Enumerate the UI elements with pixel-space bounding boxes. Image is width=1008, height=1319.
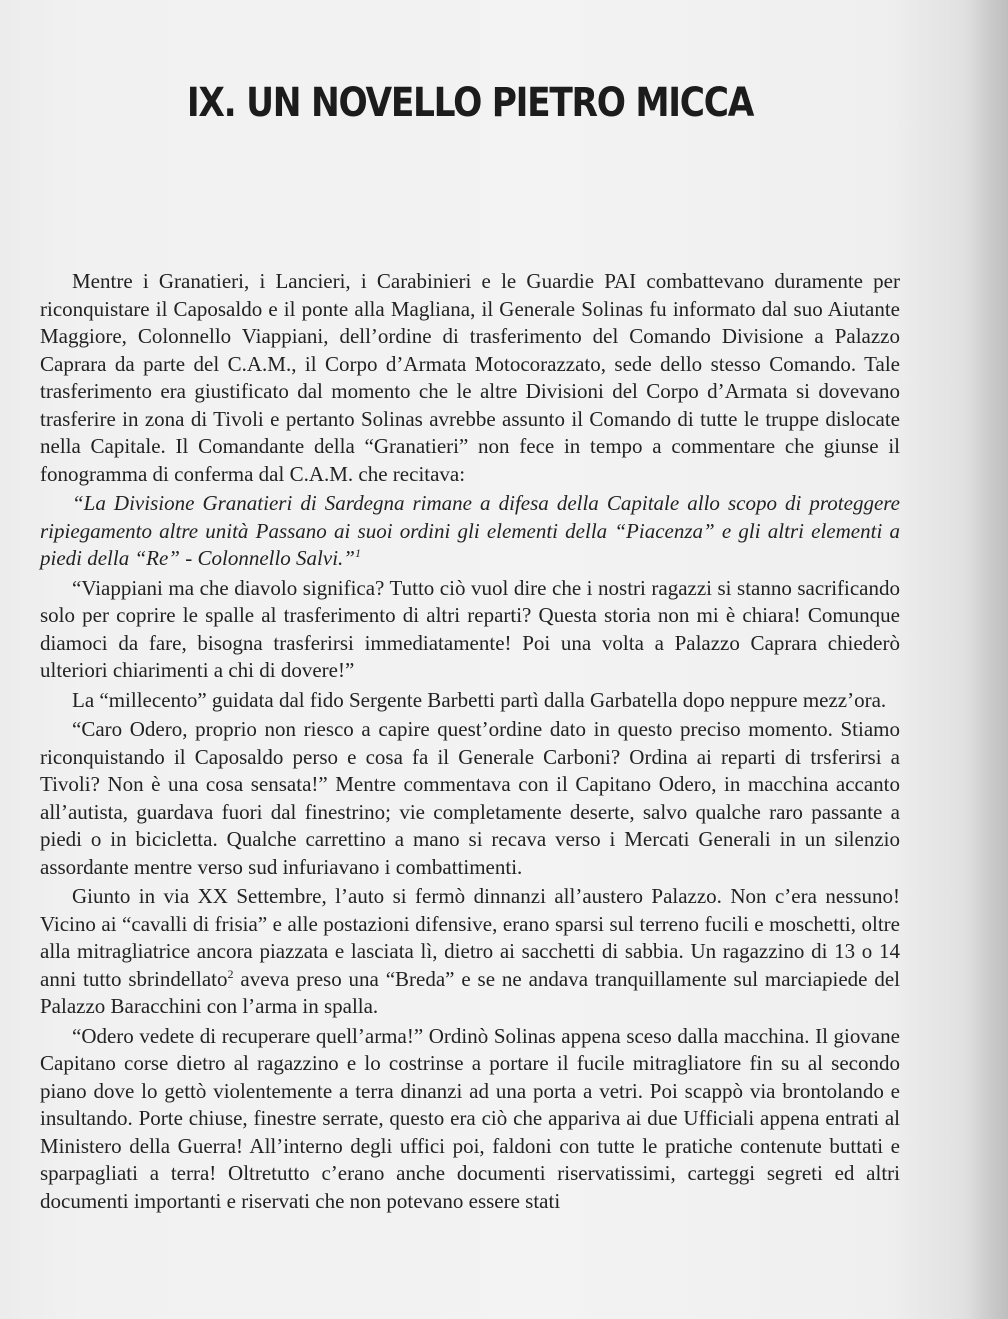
paragraph xyxy=(40,883,900,1021)
chapter-title: IX. UN NOVELLO PIETRO MICCA xyxy=(186,80,754,126)
footnote-ref: 1 xyxy=(354,546,361,560)
quoted-phonogram xyxy=(40,490,900,573)
footnote-ref: 2 xyxy=(227,966,234,981)
paragraph-text: Giunto in via XX Settembre, l’auto si fermò dinnanzi all’austero Palazzo. Non c’era nessuno! Vicino ai “cavalli di frisia” e alle postazioni difensive, erano sparsi sul terreno fucili e moschetti, oltre alla mitragliatrice ancora piazzata e lasciata lì, dietro ai sacchetti di sabbia. Un ragazzino di 13 o 14 anni tutto sbrindellato xyxy=(40,884,900,991)
paragraph-text: aveva preso una “Breda” e se ne andava tranquillamente sul marciapiede del Palazzo Baracchini con l’arma in spalla. xyxy=(40,966,900,1018)
chapter-body xyxy=(40,268,900,1217)
paragraph: Mentre i Granatieri, i Lancieri, i Carabinieri e le Guardie PAI combattevano duramente per riconquistare il Caposaldo e il ponte alla Magliana, il Generale Solinas fu informato dal suo Aiutante Maggiore, Colonnello Viappiani, dell’ordine di trasferimento del Comando Divisione a Palazzo Caprara da parte del C.A.M., il Corpo d’Armata Motocorazzato, sede dello stesso Comando. Tale trasferimento era giustificato dal momento che le altre Divisioni del Corpo d’Armata si dovevano trasferire in zona di Tivoli e pertanto Solinas avrebbe assunto il Comando di tutte le truppe dislocate nella Capitale. Il Comandante della “Granatieri” non fece in tempo a commentare che giunse il fonogramma di conferma dal C.A.M. che recitava: xyxy=(40,269,900,486)
paragraph: “Odero vedete di recuperare quell’arma!” Ordinò Solinas appena sceso dalla macchina. Il giovane Capitano corse dietro al ragazzino e lo costrinse a portare il fucile mitragliatore fin su al secondo piano dove lo gettò violentemente a terra dinanzi ad una porta a vetri. Poi scappò via brontolando e insultando. Porte chiuse, finestre serrate, questo era ciò che appariva ai due Ufficiali appena entrati al Ministero della Guerra! All’interno degli uffici poi, faldoni con tutte le pratiche contenute buttati e sparpagliati a terra! Oltretutto c’erano anche documenti riservatissimi, carteggi segreti ed altri documenti importanti e riservati che non potevano essere stati xyxy=(40,1023,900,1213)
paragraph: La “millecento” guidata dal fido Sergente Barbetti partì dalla Garbatella dopo neppure mezz’ora. xyxy=(72,687,887,712)
paragraph: “Viappiani ma che diavolo significa? Tutto ciò vuol dire che i nostri ragazzi si stanno sacrificando solo per coprire le spalle al trasferimento di altri reparti? Questa storia non mi è chiara! Comunque diamoci da fare, bisogna trasferirsi immediatamente! Poi una volta a Palazzo Caprara chiederò ulteriori chiarimenti a chi di dovere!” xyxy=(40,575,900,682)
paragraph: “Caro Odero, proprio non riesco a capire quest’ordine dato in questo preciso momento. Stiamo riconquistando il Caposaldo perso e cosa fa il Generale Carboni? Ordina ai reparti di trsferirsi a Tivoli? Non è una cosa sensata!” Mentre commentava con il Capitano Odero, in macchina accanto all’autista, guardava fuori dal finestrino; vie completamente deserte, salvo qualche raro passante a piedi o in bicicletta. Qualche carrettino a mano si recava verso i Mercati Generali in un silenzio assordante mentre verso sud infuriavano i combattimenti. xyxy=(40,717,900,879)
quote-text: “La Divisione Granatieri di Sardegna rimane a difesa della Capitale allo scopo di proteggere ripiegamento altre unità Passano ai suoi ordini gli elementi della “Piacenza” e gli altri elementi a piedi della “Re” - Colonnello Salvi.” xyxy=(40,491,900,570)
